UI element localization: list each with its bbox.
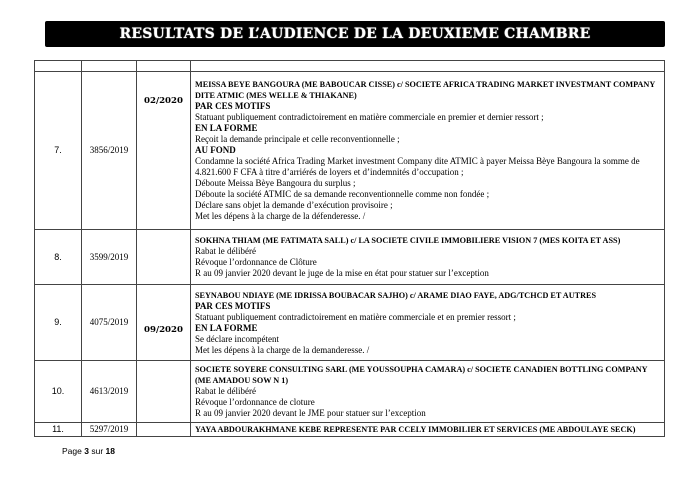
row-number: 11. (35, 423, 82, 437)
page-banner (45, 21, 665, 47)
decision-date (137, 230, 191, 285)
results-table (34, 60, 665, 437)
page-sur: sur (91, 446, 104, 456)
decision-line: Rabat le délibéré (195, 246, 256, 256)
case-number: 4613/2019 (82, 361, 137, 423)
parties: SOKHNA THIAM (ME FATIMATA SALL) c/ LA SOCIETE CIVILE IMMOBILIERE VISION 7 (MES KOITA ET ASS) (195, 236, 621, 245)
parties: MEISSA BEYE BANGOURA (ME BABOUCAR CISSE) c/ SOCIETE AFRICA TRADING MARKET INVESTMANT COMPANY DITE ATMIC (MES WELLE & THIAKANE) (195, 80, 655, 100)
row-number: 7. (35, 72, 82, 230)
decision-line: Déboute Meissa Bèye Bangoura du surplus ; (195, 178, 356, 188)
decision-text (191, 72, 665, 230)
parties: SEYNABOU NDIAYE (ME IDRISSA BOUBACAR SAJHO) c/ ARAME DIAO FAYE, ADG/TCHCD ET AUTRES (195, 290, 597, 300)
case-number (82, 61, 137, 72)
decision-text (191, 61, 665, 72)
decision-text (191, 285, 665, 361)
decision-date (137, 361, 191, 423)
section-heading: PAR CES MOTIFS (195, 300, 271, 311)
table-row (35, 285, 665, 361)
decision-line: Déboute la société ATMIC de sa demande reconventionnelle comme non fondée ; (195, 189, 490, 199)
section-heading: EN LA FORME (195, 123, 258, 133)
page-total: 18 (105, 446, 115, 456)
row-number: 9. (35, 285, 82, 361)
decision-line: R au 09 janvier 2020 devant le JME pour statuer sur l’exception (195, 408, 426, 418)
row-number: 10. (35, 361, 82, 423)
decision-text (191, 230, 665, 285)
decision-date: 09/2020 (137, 285, 191, 361)
decision-line: Met les dépens à la charge de la défenderesse. / (195, 211, 366, 221)
case-number: 3599/2019 (82, 230, 137, 285)
case-number: 5297/2019 (82, 423, 137, 437)
page-footer (62, 446, 115, 456)
banner-title: RESULTATS DE L’AUDIENCE DE LA DEUXIEME CHAMBRE (119, 26, 591, 42)
section-heading: AU FOND (195, 145, 236, 155)
table-row (35, 72, 665, 230)
table-row (35, 361, 665, 423)
decision-line: Reçoit la demande principale et celle reconventionnelle ; (195, 134, 400, 144)
table-row (35, 61, 665, 72)
decision-text (191, 423, 665, 437)
table-row (35, 423, 665, 437)
row-number (35, 61, 82, 72)
decision-line: R au 09 janvier 2020 devant le juge de la mise en état pour statuer sur l’exception (195, 268, 489, 278)
decision-date (137, 61, 191, 72)
page-word: Page (62, 446, 82, 456)
decision-line: Statuant publiquement contradictoirement en matière commerciale et en premier ressort ; (195, 311, 516, 322)
table-row (35, 230, 665, 285)
section-heading: PAR CES MOTIFS (195, 101, 271, 111)
case-number: 4075/2019 (82, 285, 137, 361)
decision-line: Révoque l’ordonnance de cloture (195, 397, 315, 407)
decision-line: Statuant publiquement contradictoirement en matière commerciale en premier et dernier ressort ; (195, 112, 544, 122)
section-heading: EN LA FORME (195, 322, 258, 333)
decision-line: Met les dépens à la charge de la demanderesse. / (195, 344, 370, 355)
decision-line: Condamne la société Africa Trading Market investment Company dite ATMIC à payer Meissa Bèye Bangoura la somme de 4.821.600 F CFA à titre d’arriérés de loyers et d’indemnités d’occupation ; (195, 156, 640, 177)
decision-line: Déclare sans objet la demande d’exécution provisoire ; (195, 200, 393, 210)
decision-date (137, 423, 191, 437)
decision-line: Rabat le délibéré (195, 386, 256, 396)
decision-line: Révoque l’ordonnance de Clôture (195, 257, 317, 267)
decision-date: 02/2020 (137, 72, 191, 230)
decision-text (191, 361, 665, 423)
case-number: 3856/2019 (82, 72, 137, 230)
page-number: 3 (84, 446, 89, 456)
row-number: 8. (35, 230, 82, 285)
decision-line: Se déclare incompétent (195, 333, 279, 344)
parties: SOCIETE SOYERE CONSULTING SARL (ME YOUSSOUPHA CAMARA) c/ SOCIETE CANADIEN BOTTLING COMPANY (ME AMADOU SOW N 1) (195, 365, 648, 385)
parties: YAYA ABDOURAKHMANE KEBE REPRESENTE PAR CCELY IMMOBILIER ET SERVICES (ME ABDOULAYE SECK) (195, 425, 636, 434)
